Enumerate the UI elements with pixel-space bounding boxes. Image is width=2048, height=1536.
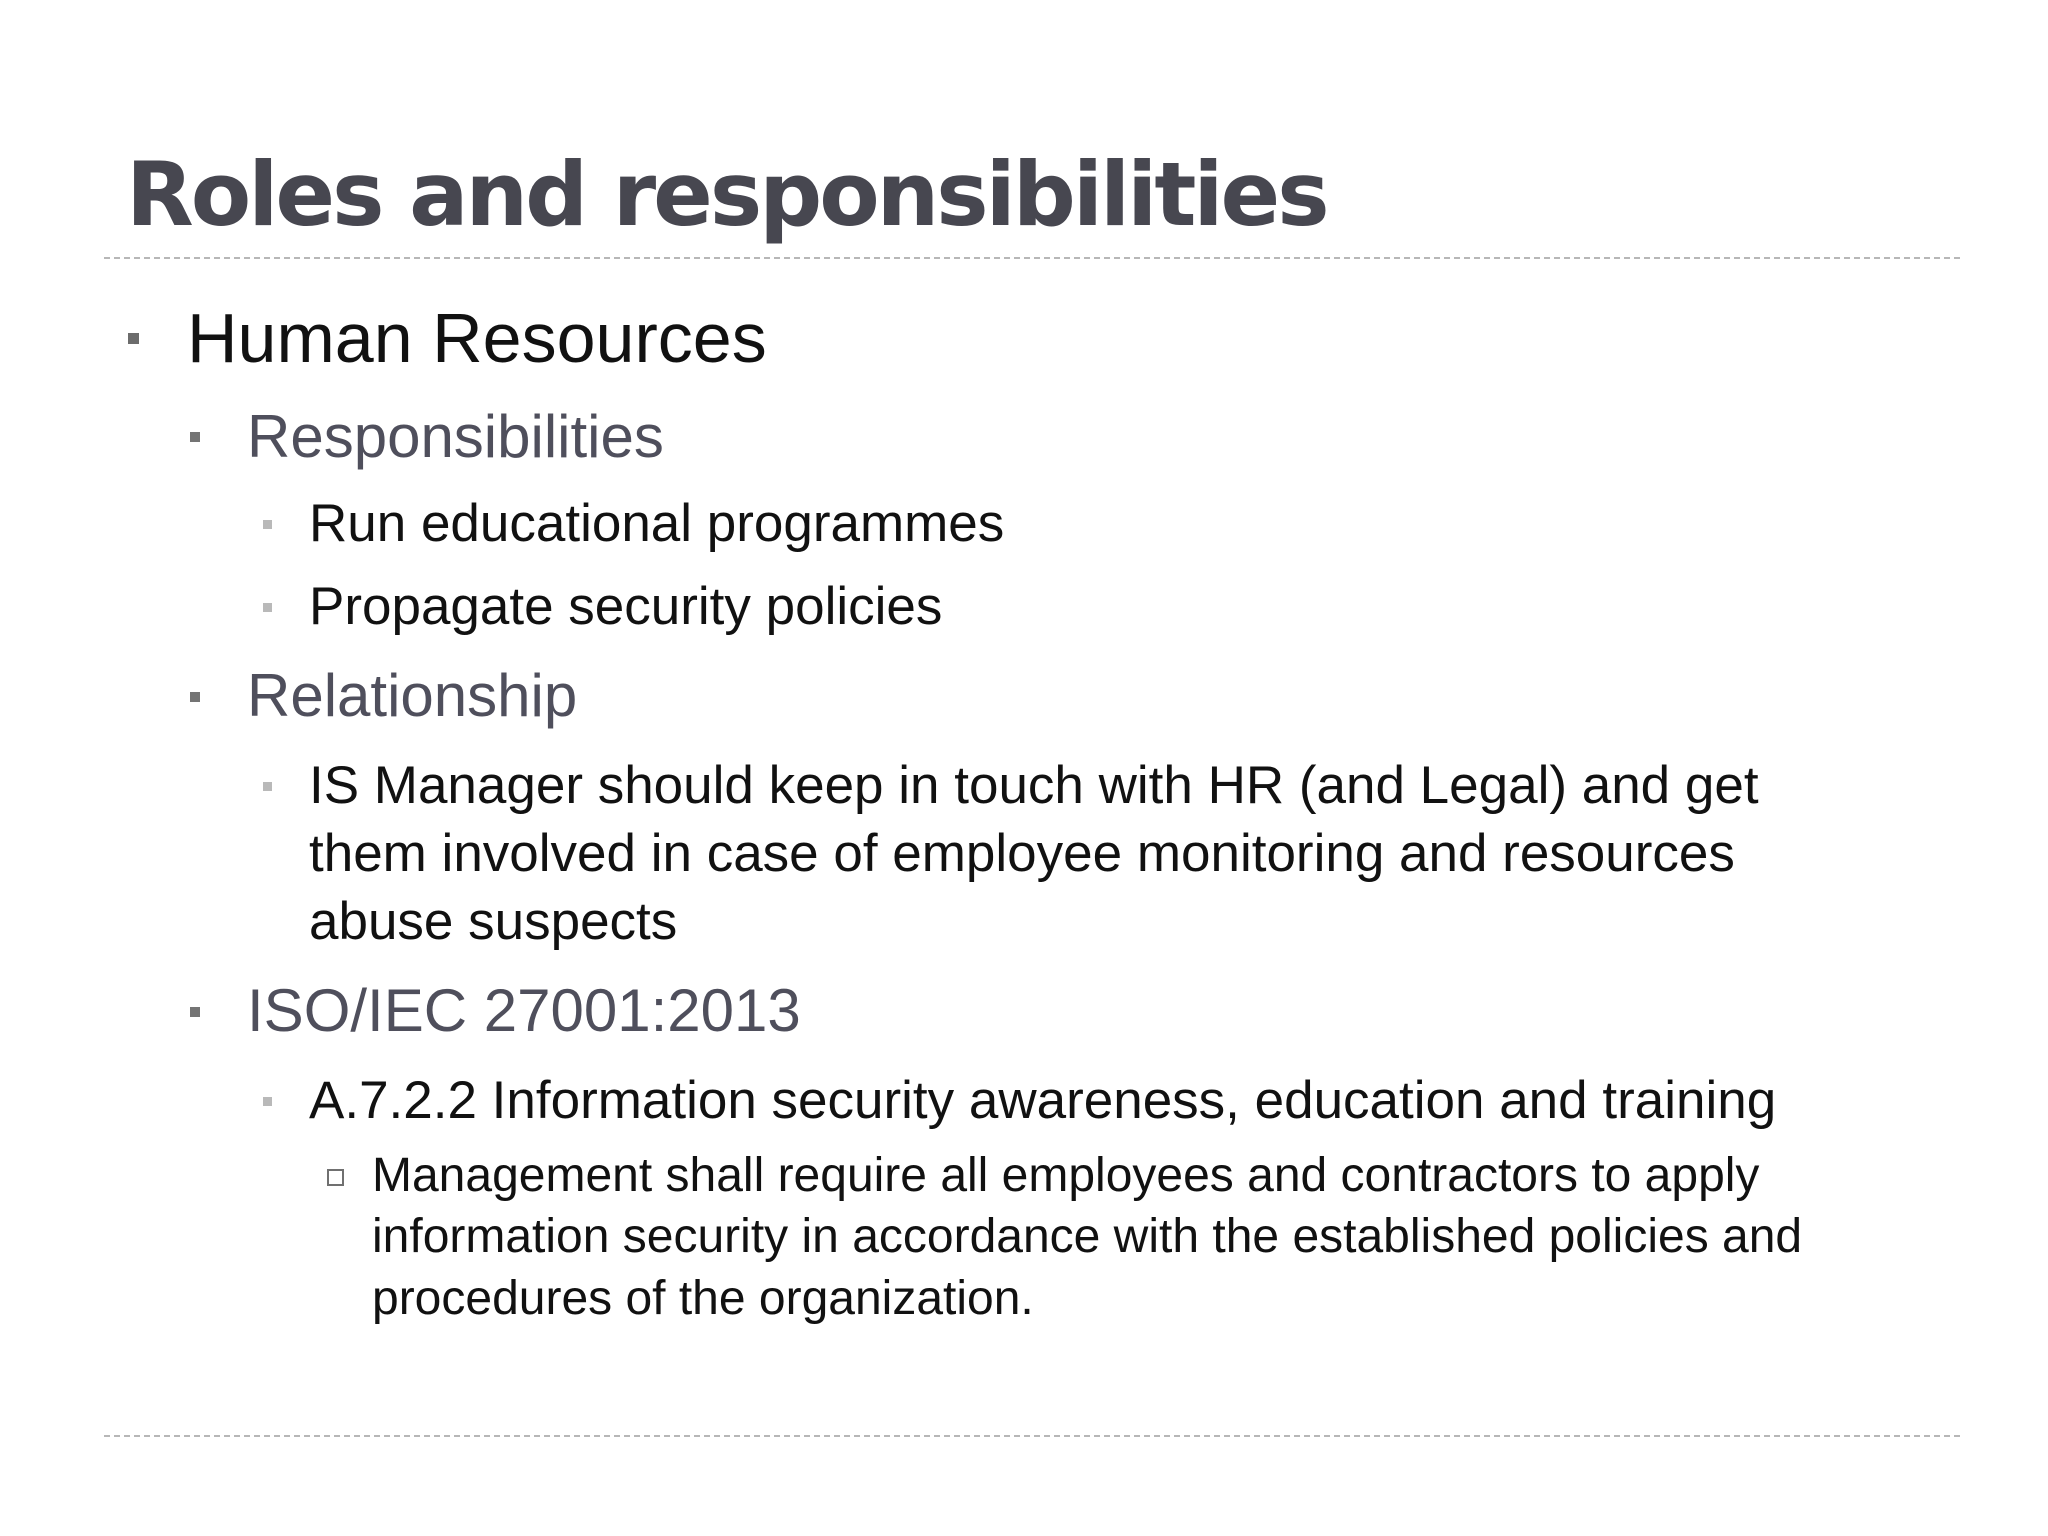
bullet-text: Run educational programmes — [309, 494, 1005, 553]
bullet-text: ISO/IEC 27001:2013 — [247, 977, 801, 1044]
square-bullet-icon — [263, 520, 272, 529]
title-divider — [104, 257, 1960, 259]
bullet-text: Human Resources — [187, 299, 767, 377]
square-bullet-icon — [263, 1097, 272, 1106]
bullet-text: Propagate security policies — [309, 577, 943, 636]
hollow-square-bullet-icon — [327, 1169, 344, 1186]
square-bullet-icon — [128, 333, 139, 344]
square-bullet-icon — [190, 1007, 200, 1017]
slide-title: Roles and responsibilities — [126, 143, 1327, 246]
bullet-text: A.7.2.2 Information security awareness, education and training — [309, 1071, 1777, 1130]
bullet-text: Responsibilities — [247, 403, 664, 470]
square-bullet-icon — [263, 603, 272, 612]
bullet-text: Relationship — [247, 662, 578, 729]
bullet-text-line-1: IS Manager should keep in touch with HR (and Legal) and get — [309, 756, 1759, 815]
square-bullet-icon — [263, 782, 272, 791]
bullet-text-line-3: abuse suspects — [309, 892, 678, 951]
bullet-text-line-1: Management shall require all employees and contractors to apply — [372, 1149, 1760, 1202]
square-bullet-icon — [190, 432, 200, 442]
bullet-text-line-3: procedures of the organization. — [372, 1272, 1034, 1325]
square-bullet-icon — [190, 692, 200, 702]
footer-divider — [104, 1435, 1960, 1437]
bullet-text-line-2: information security in accordance with the established policies and — [372, 1210, 1803, 1263]
bullet-text-line-2: them involved in case of employee monitoring and resources — [309, 824, 1735, 883]
